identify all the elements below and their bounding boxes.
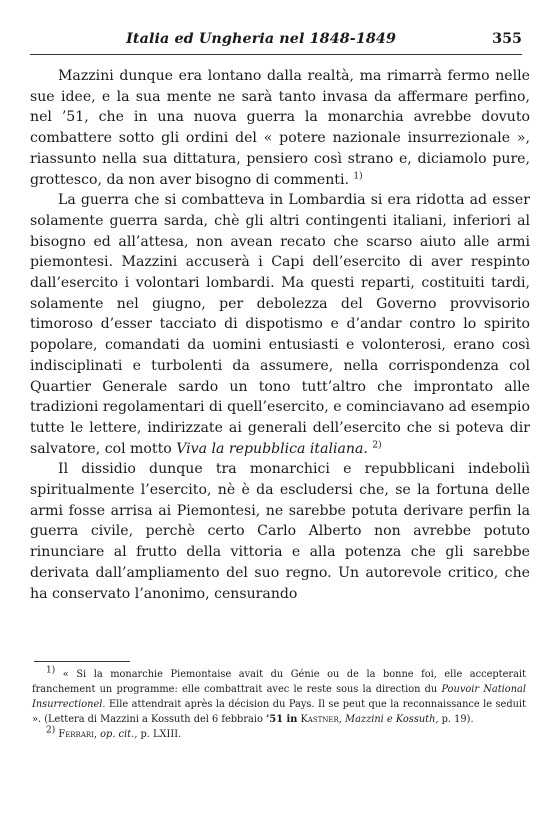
footnote-text: p. LXIII. — [140, 728, 182, 740]
footnote-rule — [34, 661, 130, 662]
footnote-marker: 2) — [46, 725, 56, 736]
paragraph-text: La guerra che si combatteva in Lombardia si era ridotta ad esser solamente guerra sarda, chè gli altri contingenti italiani, inferiori al bisogno ed all’attesa, non avean recato che scarso aiuto alle armi piemontesi. Mazzini accuserà i Capi dell’esercito di aver respinto dall’esercito i volontari lombardi. Ma questi reparti, costituiti tardi, solamente nel giugno, per debolezza del Governo provvisorio timoroso d’esser tacciato di dispotismo e d’andar contro lo spirito popolare, comandati da uomini entusiasti e volonterosi, erano così indisciplinati e turbolenti da assumere, nella corrispondenza col Quartier Generale sardo un tono tutt’altro che improntato alle tradizioni regolamentari di quell’esercito, e cominciavano ad esempio tutte le lettere, indirizzate ai generali dell’esercito che si poteva dir salvatore, col motto — [30, 192, 530, 457]
footnote-reference[interactable]: 1) — [353, 170, 363, 181]
paragraph — [30, 66, 530, 190]
footnote-text: Elle attendrait après la décision du Pays. Il se peut que la reconnaissance le seduit ». (Lettera di Mazzini a Kossuth del 6 febbraio — [32, 698, 526, 725]
footnote-italic: Mazzini e Kossuth, — [345, 713, 439, 725]
footnote — [32, 725, 526, 743]
footnote-italic: Pouvoir National Insurrectionel. — [32, 683, 526, 710]
paragraph-text: Mazzini dunque era lontano dalla realtà, ma rimarrà fermo nelle sue idee, e la sua mente ne sarà tanto invasa da affermare perfino, nel ’51, che in una nuova guerra la monarchia avrebbe dovuto combattere sotto gli ordini del « potere nazionale insurrezionale », riassunto nella sua dittatura, pensiero così strano e, diciamolo pure, grottesco, da non aver bisogno di commenti. — [30, 68, 530, 188]
paragraph-text: Il dissidio dunque tra monarchici e repubblicani indeboliì spiritualmente l’esercito, nè è da escludersi che, se la fortuna delle armi fosse arrisa ai Piemontesi, ne sarebbe potuta derivare perfin la guerra civile, perchè certo Carlo Alberto non avrebbe potuto rinunciare al frutto della vittoria e alla potenza che gli sarebbe derivata dall’ampliamento del suo regno. Un autorevole critico, che ha conservato l’anonimo, censurando — [30, 461, 530, 602]
footnote-text: « Si la monarchie Piemontaise avait du Génie ou de la bonne foi, elle accepterait franchement un programme: elle combattrait avec le reste sous la direction du — [32, 669, 526, 695]
footnote-italic: op. cit., — [100, 728, 138, 740]
main-text — [30, 66, 530, 604]
footnote-bold: ’51 in — [266, 713, 298, 725]
footnote-text: p. 19). — [441, 713, 474, 725]
running-header — [30, 31, 522, 51]
footnote — [32, 665, 526, 728]
footnote-marker: 1) — [46, 665, 56, 676]
page-number: 355 — [492, 31, 522, 47]
footnote-author: Kastner, — [300, 713, 342, 725]
footnotes — [32, 665, 526, 743]
paragraph — [30, 459, 530, 604]
italic-motto: Viva la repubblica italiana. — [176, 440, 368, 457]
header-rule — [30, 54, 522, 55]
footnote-author: Ferrari, — [58, 728, 98, 740]
running-title: Italia ed Ungheria nel 1848-1849 — [126, 31, 397, 47]
footnote-reference[interactable]: 2) — [372, 439, 382, 450]
paragraph — [30, 190, 530, 459]
